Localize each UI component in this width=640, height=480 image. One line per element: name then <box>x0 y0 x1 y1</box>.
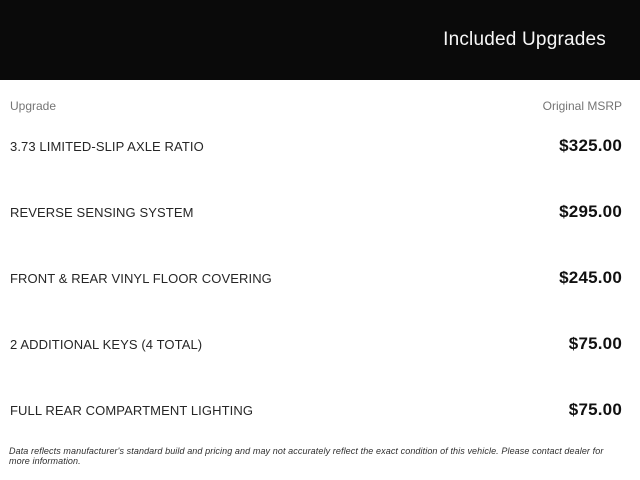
column-header-original-msrp: Original MSRP <box>542 99 622 113</box>
table-row <box>10 179 622 245</box>
upgrade-price: $245.00 <box>559 268 622 287</box>
table-row <box>10 113 622 179</box>
page-title: Included Upgrades <box>443 29 606 50</box>
upgrade-name: REVERSE SENSING SYSTEM <box>10 204 194 220</box>
disclaimer-text: Data reflects manufacturer's standard build and pricing and may not accurately reflect the exact condition of this vehicle. Please contact dealer for more information. <box>9 446 604 466</box>
upgrade-price: $75.00 <box>568 400 622 419</box>
included-upgrades-banner <box>0 0 640 80</box>
upgrade-name: 2 ADDITIONAL KEYS (4 TOTAL) <box>10 336 203 352</box>
table-row <box>10 245 622 311</box>
table-row <box>10 377 622 443</box>
upgrade-price: $325.00 <box>559 136 622 155</box>
upgrade-name: FULL REAR COMPARTMENT LIGHTING <box>10 402 254 418</box>
upgrade-name: 3.73 LIMITED-SLIP AXLE RATIO <box>10 138 204 154</box>
upgrade-name: FRONT & REAR VINYL FLOOR COVERING <box>10 270 272 286</box>
table-header-row <box>10 80 622 113</box>
upgrade-price: $295.00 <box>559 202 622 221</box>
column-header-upgrade: Upgrade <box>10 99 57 113</box>
upgrade-price: $75.00 <box>568 334 622 353</box>
table-row <box>10 311 622 377</box>
upgrades-table <box>0 80 640 443</box>
